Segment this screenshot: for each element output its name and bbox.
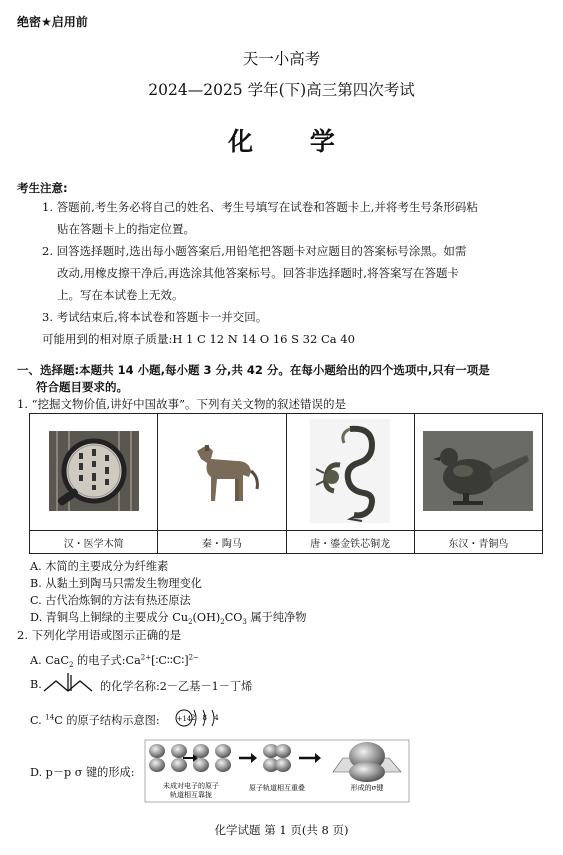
atomic-masses: 可能用到的相对原子质量:H 1 C 12 N 14 O 16 S 32 Ca 40	[42, 332, 355, 346]
electron-shells: 2 8 4	[190, 714, 222, 722]
right-arrow-icon	[239, 753, 257, 763]
question-2-option-b-text: 的化学名称:2－乙基－1－丁烯	[100, 680, 253, 693]
gilded-dragon-image	[310, 419, 390, 523]
question-1-option-a: A. 木简的主要成分为纤维素	[30, 560, 169, 573]
subject-title: 化 学	[228, 127, 359, 156]
relic-caption-1: 汉・医学木简	[30, 531, 158, 554]
bronze-bird-image	[423, 431, 533, 511]
section-heading-line-1: 一、选择题:本题共 14 小题,每小题 3 分,共 42 分。在每小题给出的四个选项中,只有一项是	[17, 363, 490, 377]
question-1-option-d: D. 青铜鸟上铜绿的主要成分 $Cu_2(OH)_2CO_3$ 属于纯净物	[30, 611, 307, 627]
exam-organization: 天一小高考	[242, 50, 321, 68]
confidential-label: 绝密★启用前	[17, 15, 88, 29]
question-1-stem: 1. “挖掘文物价值,讲好中国故事”。下列有关文物的叙述错误的是	[17, 397, 347, 411]
question-2-stem: 2. 下列化学用语或图示正确的是	[17, 628, 182, 642]
right-arrow-icon	[299, 753, 321, 763]
nucleus-charge: +14	[176, 715, 192, 723]
exam-title: 2024—2025 学年(下)高三第四次考试	[148, 81, 415, 99]
question-2-option-a: A. CaC$_2$ 的电子式$:Ca^{2+}[∶C∶∶C∶]^{2-}$	[30, 653, 199, 670]
notice-item-2-line-2: 改动,用橡皮擦干净后,再选涂其他答案标号。回答非选择题时,将答案写在答题卡	[57, 266, 459, 280]
atomic-structure-diagram	[174, 706, 224, 730]
question-1-option-c: C. 古代冶炼铜的方法有热还原法	[30, 594, 191, 607]
section-heading-line-2: 符合题目要求的。	[36, 380, 128, 394]
question-2-option-b-label: B.	[30, 678, 42, 691]
notice-item-3: 3. 考试结束后,将本试卷和答题卡一并交回。	[42, 310, 268, 324]
relic-cell-3	[286, 414, 414, 531]
ethylbutene-skeletal-formula	[42, 669, 100, 695]
relic-caption-3: 唐・鎏金铁芯铜龙	[286, 531, 414, 554]
question-1-option-b: B. 从黏土到陶马只需发生物理变化	[30, 577, 202, 590]
relic-caption-2: 秦・陶马	[158, 531, 286, 554]
step-3-caption: 形成的σ键	[350, 784, 384, 792]
notice-item-1-line-1: 1. 答题前,考生务必将自己的姓名、考生号填写在试卷和答题卡上,并将考生号条形码粘	[42, 200, 478, 214]
relics-table	[29, 413, 543, 554]
step-2-caption: 原子轨道相互重叠	[249, 784, 305, 792]
relic-cell-1	[30, 414, 158, 531]
step-1-caption-line-2: 轨道相互靠拢	[170, 791, 212, 799]
notice-item-2-line-3: 上。写在本试卷上无效。	[57, 288, 184, 302]
notice-item-1-line-2: 贴在答题卡上的指定位置。	[57, 222, 195, 236]
relic-caption-4: 东汉・青铜鸟	[414, 531, 542, 554]
relic-cell-2	[158, 414, 286, 531]
notice-heading: 考生注意:	[17, 181, 68, 195]
pottery-horse-image	[177, 431, 267, 511]
page-footer: 化学试题 第 1 页(共 8 页)	[214, 823, 349, 837]
overlapping-orbitals-icon	[263, 744, 291, 772]
relic-cell-4	[414, 414, 542, 531]
sigma-bond-diagram	[143, 738, 411, 804]
question-2-option-d-label: D. p－p σ 键的形成:	[30, 766, 135, 779]
wooden-slips-magnifier-image	[49, 431, 139, 511]
question-2-option-c: C. $^{14}$C 的原子结构示意图:	[30, 713, 160, 727]
step-1-caption-line-1: 未成对电子的原子	[163, 782, 219, 790]
notice-item-2-line-1: 2. 回答选择题时,选出每小题答案后,用铅笔把答题卡对应题目的答案标号涂黑。如需	[42, 244, 467, 258]
sigma-bond-icon	[333, 742, 401, 782]
